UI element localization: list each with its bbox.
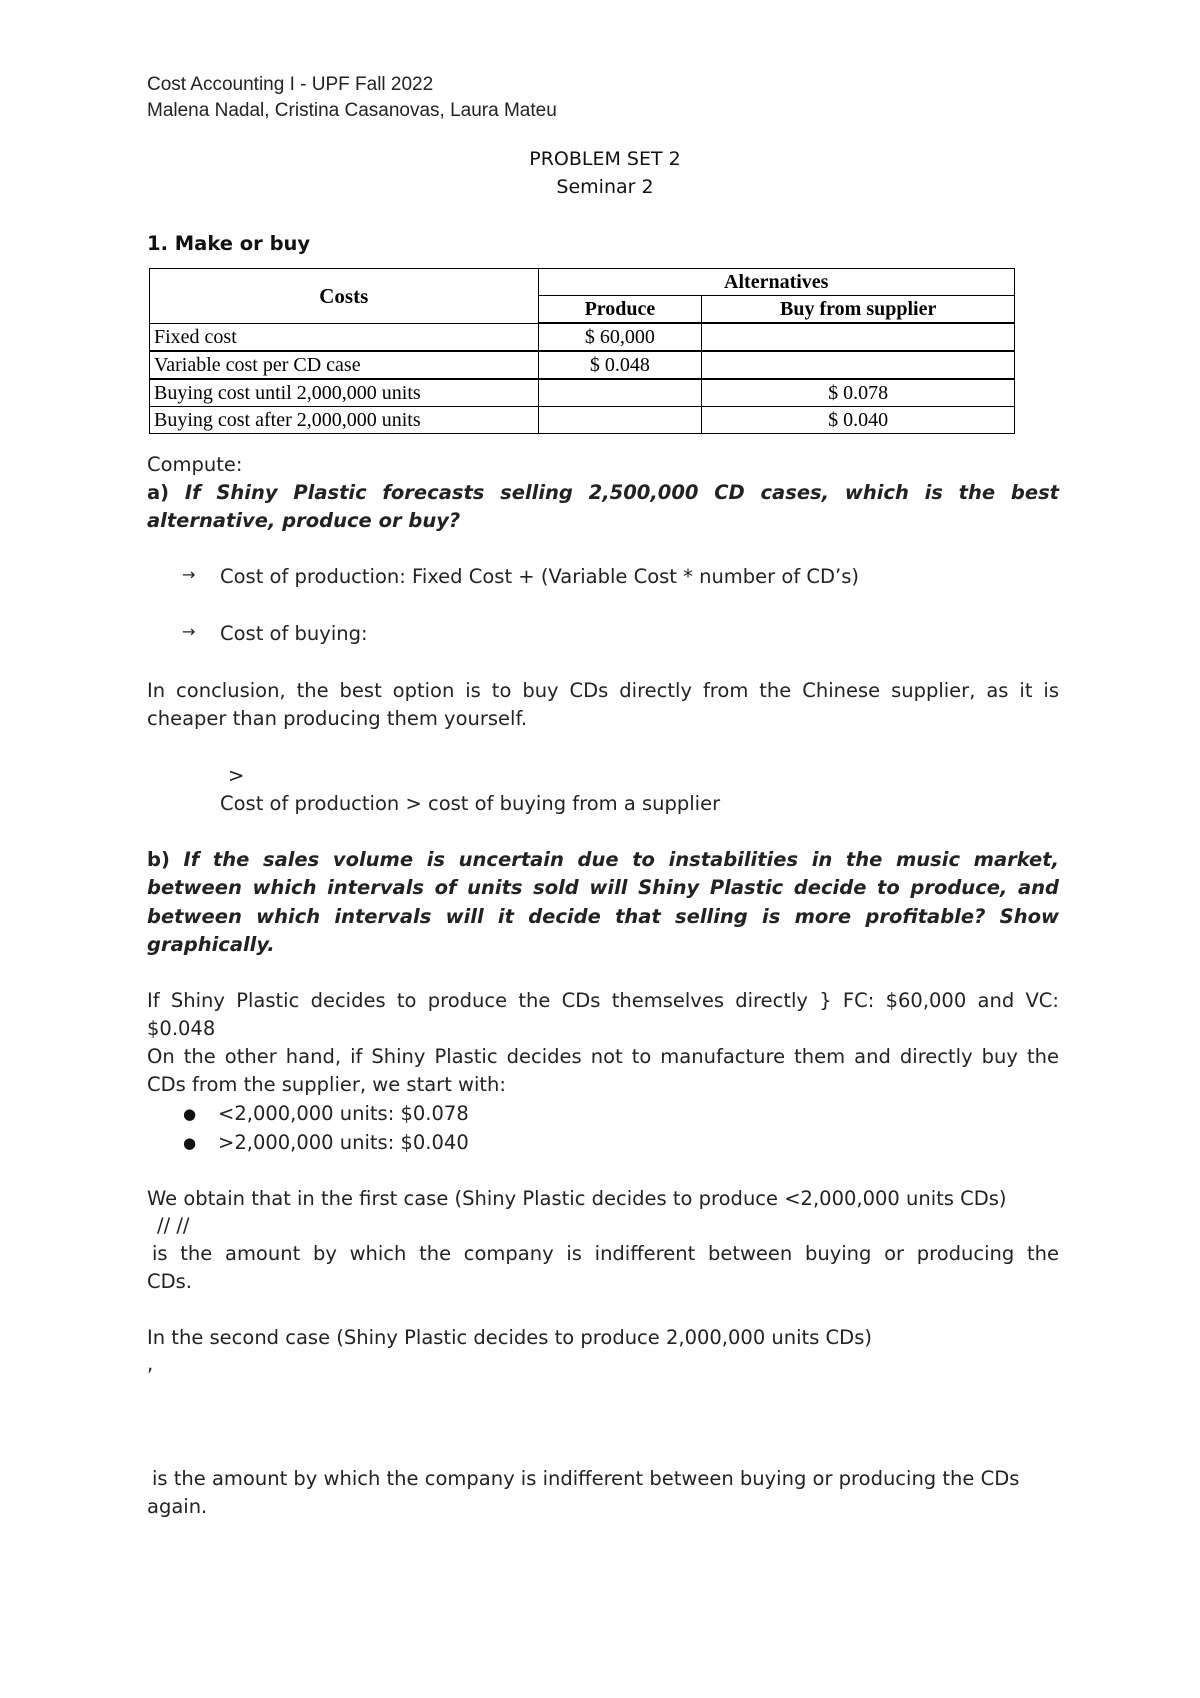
question-b-label: b): [147, 848, 170, 871]
compute-label: Compute:: [147, 453, 243, 476]
produce-paragraph-line1: If Shiny Plastic decides to produce the CDs themselves directly } FC: $60,000 and VC:: [147, 989, 1059, 1012]
produce-value: [538, 407, 702, 434]
page-subtitle: Seminar 2: [556, 176, 654, 198]
row-label: Fixed cost: [150, 323, 539, 351]
authors-header: Malena Nadal, Cristina Casanovas, Laura Mateu: [147, 100, 557, 121]
question-b-line4: graphically.: [147, 933, 275, 956]
row-label: Variable cost per CD case: [150, 351, 539, 379]
cost-comparison: Cost of production > cost of buying from a supplier: [220, 792, 721, 815]
produce-value: $ 60,000: [538, 323, 702, 351]
course-header: Cost Accounting I - UPF Fall 2022: [147, 74, 434, 95]
question-a-label: a): [147, 481, 170, 504]
alternatives-header: Alternatives: [538, 269, 1015, 296]
row-label: Buying cost after 2,000,000 units: [150, 407, 539, 434]
buy-paragraph-line1: On the other hand, if Shiny Plastic decides not to manufacture them and directly buy the: [147, 1045, 1059, 1068]
buy-header: Buy from supplier: [702, 296, 1015, 324]
second-case-line3: is the amount by which the company is indifferent between buying or producing the CDs: [152, 1467, 1020, 1490]
question-a-text: If Shiny Plastic forecasts selling 2,500,000 CD cases, which is the best: [184, 481, 1059, 504]
cost-production-item: Cost of production: Fixed Cost + (Variable Cost * number of CD’s): [220, 565, 859, 588]
first-case-line1: We obtain that in the first case (Shiny Plastic decides to produce <2,000,000 units CDs): [147, 1187, 1007, 1210]
bullet-icon: ●: [183, 1105, 197, 1123]
question-b-line2: between which intervals of units sold will Shiny Plastic decide to produce, and: [147, 876, 1059, 899]
question-b-line3: between which intervals will it decide that selling is more profitable? Show: [147, 905, 1059, 928]
table-row: [150, 323, 1015, 351]
bullet-item: <2,000,000 units: $0.078: [218, 1102, 469, 1125]
conclusion-line2: cheaper than producing them yourself.: [147, 707, 528, 730]
page-title: PROBLEM SET 2: [529, 148, 681, 170]
buy-value: [702, 323, 1015, 351]
produce-paragraph-line2: $0.048: [147, 1017, 216, 1040]
question-b-text: If the sales volume is uncertain due to instabilities in the music market,: [183, 848, 1059, 871]
first-case-line4: CDs.: [147, 1270, 192, 1293]
produce-value: $ 0.048: [538, 351, 702, 379]
conclusion-line1: In conclusion, the best option is to buy CDs directly from the Chinese supplier, as it is: [147, 679, 1059, 702]
buy-value: $ 0.078: [702, 379, 1015, 407]
question-a-line2: alternative, produce or buy?: [147, 509, 461, 532]
costs-header: Costs: [150, 269, 539, 324]
first-case-line3: is the amount by which the company is indifferent between buying or producing the: [152, 1242, 1059, 1265]
costs-table: [149, 268, 1015, 434]
bullet-item: >2,000,000 units: $0.040: [218, 1131, 469, 1154]
buy-paragraph-line2: CDs from the supplier, we start with:: [147, 1073, 506, 1096]
table-row: [150, 351, 1015, 379]
buy-value: $ 0.040: [702, 407, 1015, 434]
question-b-line1: [147, 848, 1059, 871]
second-case-line1: In the second case (Shiny Plastic decides to produce 2,000,000 units CDs): [147, 1326, 872, 1349]
buy-value: [702, 351, 1015, 379]
arrow-icon: →: [182, 565, 196, 584]
cost-buying-item: Cost of buying:: [220, 622, 368, 645]
table-row: [150, 407, 1015, 434]
section-heading: 1. Make or buy: [147, 232, 311, 255]
bullet-icon: ●: [183, 1134, 197, 1152]
arrow-icon: →: [182, 622, 196, 641]
second-case-line2: ,: [147, 1352, 154, 1375]
produce-header: Produce: [538, 296, 702, 324]
first-case-line2: // //: [157, 1214, 190, 1237]
table-row: [150, 379, 1015, 407]
question-a-line1: [147, 481, 1059, 504]
produce-value: [538, 379, 702, 407]
row-label: Buying cost until 2,000,000 units: [150, 379, 539, 407]
second-case-line4: again.: [147, 1495, 208, 1518]
greater-than-symbol: >: [228, 764, 245, 787]
